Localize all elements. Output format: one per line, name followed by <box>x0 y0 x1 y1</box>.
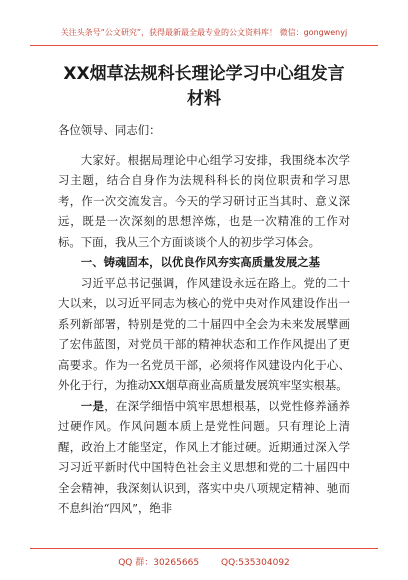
qq-number: QQ:535304092 <box>221 558 290 568</box>
promo-banner: 关注头条号“公文研究”，获得最新最全最专业的公文资料库！ 微信：gongwenyj <box>60 28 348 37</box>
point-text: ，在深学细悟中筑牢思想根基，以党性修养涵养过硬作风。作风问题本质上是党性问题。只有理论上清醒，政治上才能坚定，作风上才能过硬。近期通过深入学习习近平新时代中国特色社会主义思想和党的二十届四中全会精神，我深刻认识到，落实中央八项规定精神、驰而不息纠治“四风”，绝非 <box>58 398 350 515</box>
footer-divider <box>30 548 378 549</box>
qq-group: QQ 群：30265665 <box>118 558 200 568</box>
contact-footer <box>0 555 408 568</box>
section-heading-1: 一、铸魂固本，以优良作风夯实高质量发展之基 <box>80 255 321 269</box>
header-divider <box>30 45 378 46</box>
point-lead: 一是 <box>80 398 105 413</box>
salutation: 各位领导、同志们： <box>58 123 161 137</box>
document-title: XX烟草法规科长理论学习中心组发言材料 <box>63 64 345 109</box>
paragraph-section-1: 习近平总书记强调，作风建设永远在路上。党的二十大以来，以习近平同志为核心的党中央对作风建设作出一系列新部署，特别是党的二十届四中全会为未来发展擘画了宏伟蓝图，对党员干部的精神状态和工作作风提出了更高要求。作为一名党员干部，必须将作风建设内化于心、外化于行，为推动XX烟草商业高质量发展筑牢坚实根基。 <box>58 275 350 392</box>
paragraph-point-1 <box>58 396 350 519</box>
document-body <box>58 120 350 519</box>
paragraph-intro: 大家好。根据局理论中心组学习安排，我围绕本次学习主题，结合自身作为法规科科长的岗位职责和学习思考，作一次交流发言。今天的学习研讨正当其时、意义深远，既是一次深刻的思想淬炼，也是一次精准的工作对标。下面，我从三个方面谈谈个人的初步学习体会。 <box>58 152 350 249</box>
